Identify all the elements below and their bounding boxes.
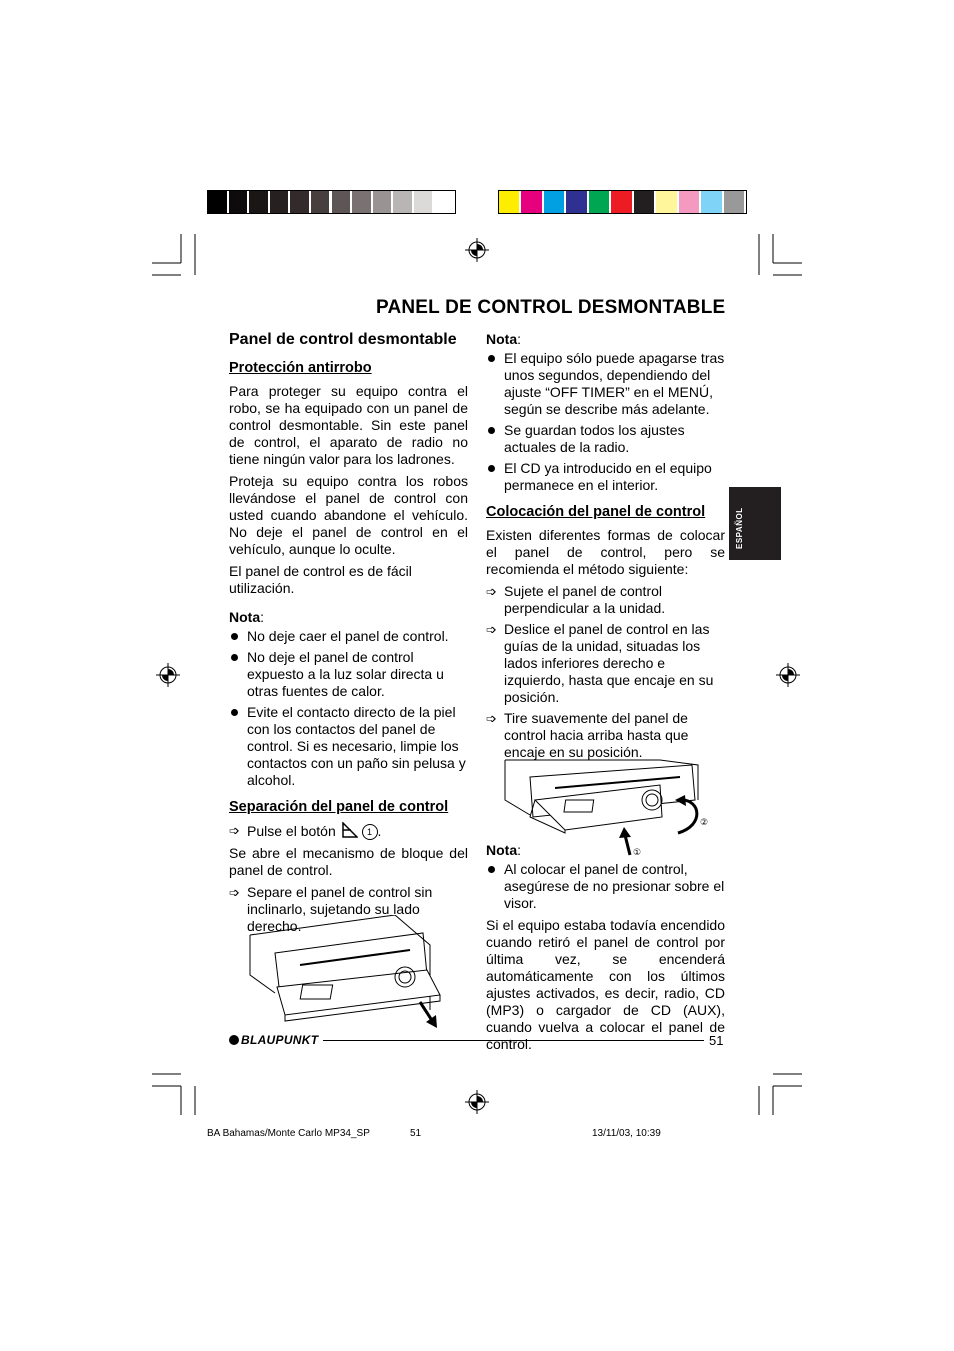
bullet-icon	[488, 465, 495, 472]
subheading-separacion: Separación del panel de control	[229, 799, 449, 815]
note-label: Nota	[229, 609, 261, 625]
right-column: Nota: El equipo sólo puede apagarse tras unos segundos, dependiendo del ajuste “OFF TIMER” en el MENÚ, según se describe más adelante. Se guardan todos los ajustes actuales de la radio. El CD ya introducido en el equipo permanece en el interior. Colocación del panel de control Existen diferentes formas de colocar el panel de control, pero se recomienda el método siguiente: ➩ Sujete el panel de control perpendicular a la unidad. ➩ Deslice el panel de control en las guías de la unidad, situadas los lados inferiores derecho e izquierdo, hasta que encaje en su posición. ➩ Tire suavemente del panel de control hacia arriba hasta que encaje en su posición.	[486, 331, 725, 760]
arrow-icon: ➩	[486, 622, 497, 637]
paragraph: El panel de control es de fácil utilización.	[229, 563, 412, 596]
list-item: Se guardan todos los ajustes actuales de la radio.	[486, 422, 725, 456]
bullet-icon	[231, 709, 238, 716]
release-button-icon	[342, 822, 358, 838]
callout-2: ②	[700, 818, 709, 828]
print-info-right: 13/11/03, 10:39	[592, 1128, 661, 1139]
language-tab	[729, 487, 781, 560]
bullet-icon	[231, 654, 238, 661]
list-item: El CD ya introducido en el equipo permanece en el interior.	[486, 460, 725, 494]
right-column-lower: Nota: Al colocar el panel de control, asegúrese de no presionar sobre el visor. Si el equipo estaba todavía encendido cuando retiró el panel de control por última vez, se encenderá automáticamente con los últimos ajustes activados, es decir, radio, CD (MP3) o cargador de CD (AUX), cuando vuelva a colocar el panel de control.	[486, 842, 725, 1052]
step-item: ➩ Separe el panel de control sin inclinarlo, sujetando su lado derecho.	[229, 884, 433, 935]
note-label: Nota	[486, 842, 518, 858]
language-tab-label: ESPAÑOL	[735, 507, 744, 549]
arrow-icon: ➩	[229, 823, 240, 838]
panel-removal-illustration	[245, 915, 445, 1030]
step-item: ➩ Deslice el panel de control en las guías de la unidad, situadas los lados inferiores derecho e izquierdo, hasta que encaje en su posición.	[486, 621, 714, 705]
arrow-icon: ➩	[486, 584, 497, 599]
step-item: ➩ Sujete el panel de control perpendicular a la unidad.	[486, 583, 666, 616]
step-list	[229, 822, 468, 840]
section-heading: Panel de control desmontable	[229, 331, 457, 348]
step-item: ➩ Tire suavemente del panel de control hacia arriba hasta que encaje en su posición.	[486, 710, 689, 760]
bullet-icon	[488, 355, 495, 362]
bullet-list	[486, 350, 725, 494]
paragraph: Existen diferentes formas de colocar el panel de control, pero se recomienda el método siguiente:	[486, 527, 725, 577]
brand-dot-icon	[229, 1035, 239, 1045]
list-item: No deje el panel de control expuesto a la luz solar directa u otras fuentes de calor.	[229, 649, 468, 700]
paragraph: Para proteger su equipo contra el robo, se ha equipado con un panel de control desmontable. Sin este panel de control, el aparato de radio no tiene ningún valor para los ladrones.	[229, 383, 468, 467]
bullet-list	[229, 628, 468, 789]
footer-rule	[323, 1040, 704, 1041]
note-label: Nota	[486, 331, 518, 347]
subheading-antirrobo: Protección antirrobo	[229, 360, 372, 376]
left-column: Panel de control desmontable Protección antirrobo Para proteger su equipo contra el robo, se ha equipado con un panel de control desmontable. Sin este panel de control, el aparato de radio no tiene ningún valor para los ladrones. Proteja su equipo contra los robos llevándose el panel de control con usted cuando abandone el vehículo. No deje el panel de control en el vehículo, aunque lo oculte. El panel de control es de fácil utilización. Nota: No deje caer el panel de control. No deje el panel de control expuesto a la luz solar directa u otras fuentes de calor. Evite el contacto directo de la piel con los contactos del panel de control. Si es necesario, limpie los contactos con un paño sin pelusa y alcohol. Separación del panel de control ➩ Pulse el botón 1 . Se abre el mecanismo de bloque del panel de control. ➩ Separe el panel de control sin inclinarlo, sujetando su lado derecho.	[229, 331, 468, 935]
bullet-icon	[231, 633, 238, 640]
list-item: Al colocar el panel de control, asegúrese de no presionar sobre el visor.	[486, 861, 725, 912]
paragraph: Si el equipo estaba todavía encendido cuando retiró el panel de control por última vez, se encenderá automáticamente con los últimos ajustes activados, es decir, radio, CD (MP3) o cargador de CD (AUX), cuando vuelva a colocar el panel de control.	[486, 917, 725, 1052]
paragraph: Proteja su equipo contra los robos llevándose el panel de control con usted cuando abandone el vehículo. No deje el panel de control en el vehículo, aunque lo oculte.	[229, 473, 468, 557]
paragraph: Se abre el mecanismo de bloque del panel de control.	[229, 845, 468, 879]
callout-number: 1	[362, 824, 378, 840]
bullet-list	[486, 861, 725, 912]
print-info-center: 51	[410, 1128, 422, 1139]
callout-1: ①	[633, 848, 642, 858]
arrow-icon: ➩	[486, 711, 497, 726]
list-item: El equipo sólo puede apagarse tras unos segundos, dependiendo del ajuste “OFF TIMER” en el MENÚ, según se describe más adelante.	[486, 350, 725, 418]
bullet-icon	[488, 866, 495, 873]
bullet-icon	[488, 427, 495, 434]
step-list	[486, 583, 725, 761]
brand-logo: BLAUPUNKT	[229, 1033, 318, 1047]
page-title: PANEL DE CONTROL DESMONTABLE	[376, 297, 726, 318]
list-item: Evite el contacto directo de la piel con los contactos del panel de control. Si es necesario, limpie los contactos con un paño sin pelusa y alcohol.	[229, 704, 468, 789]
step-item: ➩ Pulse el botón 1 .	[229, 823, 382, 839]
subheading-colocacion: Colocación del panel de control	[486, 504, 706, 520]
print-info-left: BA Bahamas/Monte Carlo MP34_SP	[207, 1128, 370, 1139]
arrow-icon: ➩	[229, 885, 240, 901]
list-item: No deje caer el panel de control.	[229, 628, 468, 645]
page-number: 51	[709, 1033, 724, 1048]
